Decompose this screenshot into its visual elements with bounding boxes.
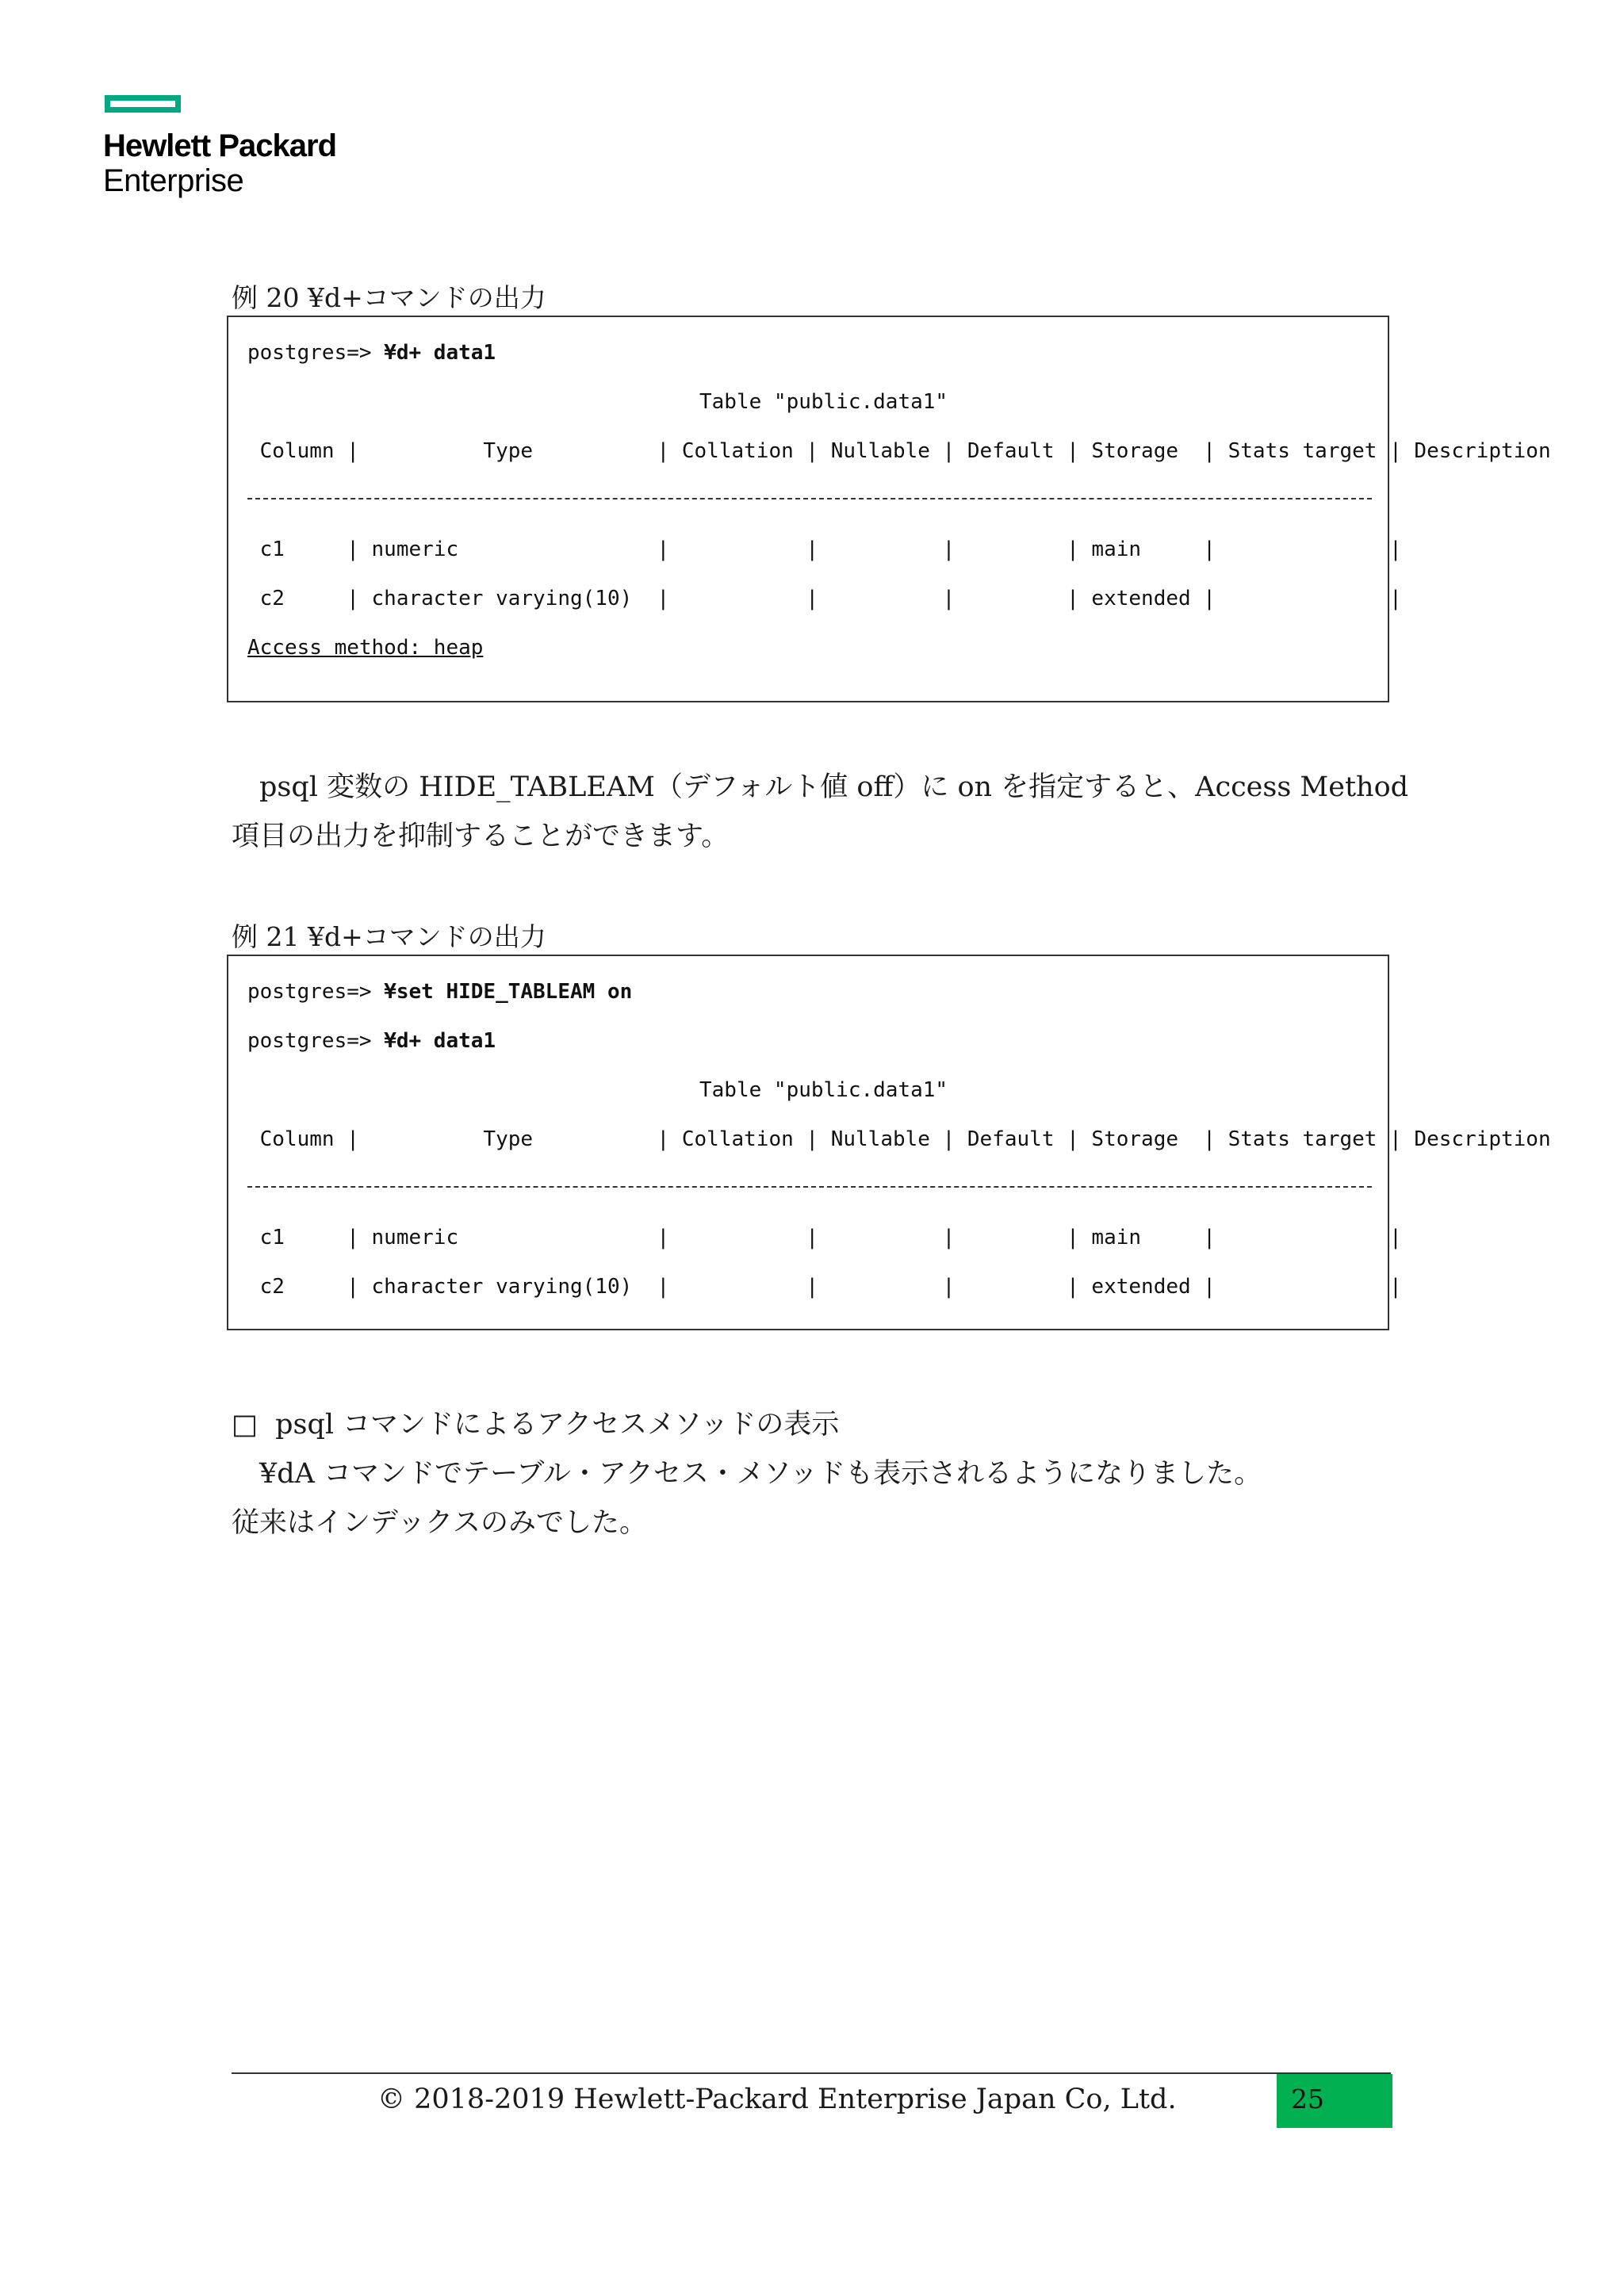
- table-title: Table "public.data1": [699, 390, 948, 414]
- logo-text-line2: Enterprise: [103, 163, 244, 198]
- paragraph1-line1: psql 変数の HIDE_TABLEAM（デフォルト値 off）に on を指定すると、Access Method: [232, 771, 1409, 803]
- prompt: postgres=>: [247, 341, 385, 365]
- table-header: Column | Type | Collation | Nullable | Default | Storage | Stats target | Description: [247, 1127, 1551, 1151]
- example20-command-line: [247, 341, 496, 365]
- prompt: postgres=>: [247, 980, 385, 1004]
- checkbox-bullet-icon: □: [232, 1409, 259, 1441]
- copyright-text: © 2018-2019 Hewlett-Packard Enterprise Japan Co, Ltd.: [377, 2084, 1177, 2115]
- example20-caption: 例 20 ¥d+コマンドの出力: [232, 282, 546, 313]
- table-header: Column | Type | Collation | Nullable | Default | Storage | Stats target | Description: [247, 439, 1551, 463]
- table-row: c2 | character varying(10) | | | | extended | |: [247, 587, 1402, 610]
- prompt: postgres=>: [247, 1029, 385, 1053]
- section-line2: 従来はインデックスのみでした。: [232, 1507, 647, 1539]
- table-title: Table "public.data1": [699, 1078, 948, 1102]
- page-number-box: [1277, 2074, 1392, 2128]
- table-row: c1 | numeric | | | | main | |: [247, 538, 1402, 561]
- command: ¥d+ data1: [384, 1029, 496, 1053]
- command: ¥d+ data1: [384, 341, 496, 365]
- example21-command-line-2: [247, 1029, 496, 1053]
- example21-command-line-1: [247, 980, 632, 1004]
- page-number: 25: [1291, 2084, 1324, 2114]
- example21-code-box: [227, 955, 1551, 1330]
- example21-caption: 例 21 ¥d+コマンドの出力: [232, 921, 546, 952]
- command: ¥set HIDE_TABLEAM on: [384, 980, 633, 1004]
- logo-text-line1: Hewlett Packard: [103, 128, 337, 163]
- hpe-logo-bar: [105, 95, 181, 113]
- table-row: c1 | numeric | | | | main | |: [247, 1226, 1402, 1249]
- example20-code-box: [227, 316, 1551, 702]
- table-row: c2 | character varying(10) | | | | extended | |: [247, 1275, 1402, 1299]
- section-title: psql コマンドによるアクセスメソッドの表示: [275, 1409, 840, 1441]
- table-separator: [247, 1186, 1372, 1188]
- table-separator: [247, 498, 1372, 499]
- section-line1: ¥dA コマンドでテーブル・アクセス・メソッドも表示されるようになりました。: [232, 1458, 1262, 1490]
- footer-rule: [232, 2072, 1391, 2074]
- section-heading: [232, 1400, 1397, 1449]
- access-method-footer: Access method: heap: [247, 636, 484, 660]
- paragraph1-line2: 項目の出力を抑制することができます。: [232, 821, 730, 852]
